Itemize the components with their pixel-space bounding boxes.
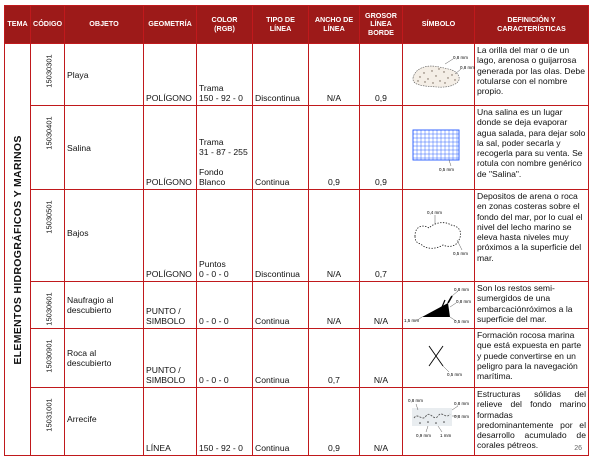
header-codigo: CÓDIGO (31, 6, 65, 44)
symbol-cell (403, 388, 475, 456)
shoal-dotted-icon (405, 202, 473, 268)
definition-text: Estructuras sólidas del relieve del fondo marino formadas predominantemente por el desarrollo acumulado de corales pétreos. (475, 388, 589, 456)
color-cell: Trama 150 - 92 - 0 (197, 44, 253, 106)
line-width-cell: N/A (309, 44, 360, 106)
reef-line-icon (404, 390, 474, 452)
color-cell: Puntos 0 - 0 - 0 (197, 190, 253, 282)
code-text: 15030301 (44, 54, 54, 88)
table-row (5, 329, 589, 388)
object-name: Roca al descubierto (65, 329, 144, 388)
header-color: COLOR (RGB) (197, 6, 253, 44)
line-width-cell: N/A (309, 190, 360, 282)
line-width-cell: N/A (309, 282, 360, 329)
geometry-cell: LÍNEA (144, 388, 197, 456)
table-row (5, 388, 589, 456)
header-geometria: GEOMETRÍA (144, 6, 197, 44)
definition-text: Son los restos semi-sumergidos de una embarcaciónróximos a la superficie del mar. (475, 282, 589, 329)
tema-label: ELEMENTOS HIDROGRÁFICOS Y MARINOS (11, 134, 24, 365)
symbol-catalog-sheet (4, 5, 588, 451)
definition-text: Formación rocosa marina que está expuesta en parte y puede convertirse en un peligro para la navegación marítima. (475, 329, 589, 388)
salt-grid-icon (405, 118, 473, 176)
geometry-cell: POLÍGONO (144, 44, 197, 106)
symbol-label: 0,4 mm (426, 209, 442, 215)
symbol-label: 1 mm (440, 432, 452, 438)
code-cell (31, 329, 65, 388)
header-grosor-borde: GROSOR LÍNEA BORDE (360, 6, 403, 44)
color-cell: 150 - 92 - 0 (197, 388, 253, 456)
color-cell: Trama 31 - 87 - 255 Fondo Blanco (197, 106, 253, 190)
line-type-cell: Continua (253, 106, 309, 190)
rock-cross-icon (405, 332, 473, 382)
symbol-cell (403, 329, 475, 388)
symbol-label: 0,5 mm (452, 250, 468, 256)
table-row (5, 190, 589, 282)
object-name: Arrecife (65, 388, 144, 456)
symbol-label: 0,8 mm (454, 400, 470, 406)
header-tema: TEMA (5, 6, 31, 44)
object-name: Playa (65, 44, 144, 106)
symbol-label: 0,8 mm (452, 54, 468, 60)
symbol-cell (403, 106, 475, 190)
border-width-cell: 0,9 (360, 44, 403, 106)
line-type-cell: Continua (253, 329, 309, 388)
symbol-label: 0,8 mm (454, 413, 470, 419)
table-row (5, 106, 589, 190)
line-type-cell: Continua (253, 282, 309, 329)
symbol-label: 0,5 mm (446, 372, 462, 377)
header-tipo-linea: TIPO DE LÍNEA (253, 6, 309, 44)
code-cell (31, 190, 65, 282)
border-width-cell: N/A (360, 282, 403, 329)
geometry-cell: PUNTO / SIMBOLO (144, 282, 197, 329)
definition-text: La orilla del mar o de un lago, arenosa o guijarrosa generada por las olas. Debe rotularse con el nombre propio. (475, 44, 589, 106)
symbol-label: 0,8 mm (454, 287, 470, 292)
symbol-label: 0,8 mm (456, 299, 472, 304)
line-type-cell: Continua (253, 388, 309, 456)
symbol-cell (403, 282, 475, 329)
symbol-label: 0,8 mm (459, 64, 475, 70)
symbol-label: 0,8 mm (408, 397, 424, 403)
beach-stipple-icon (405, 50, 473, 98)
page-number: 26 (574, 445, 582, 452)
code-cell (31, 44, 65, 106)
definition-text: Depositos de arena o roca en zonas costeras sobre el fondo del mar, por lo cual el nivel del lecho marino se eleva hasta niveles muy próximos a la superficie del mar. (475, 190, 589, 282)
code-cell (31, 282, 65, 329)
line-width-cell: 0,9 (309, 388, 360, 456)
table-row (5, 282, 589, 329)
border-width-cell: 0,7 (360, 190, 403, 282)
geometry-cell: POLÍGONO (144, 190, 197, 282)
table-row (5, 44, 589, 106)
geometry-cell: POLÍGONO (144, 106, 197, 190)
border-width-cell: N/A (360, 329, 403, 388)
symbol-label: 0,5 mm (438, 166, 454, 172)
symbol-cell (403, 44, 475, 106)
line-width-cell: 0,7 (309, 329, 360, 388)
code-text: 15030501 (44, 200, 54, 234)
header-row (5, 6, 589, 44)
border-width-cell: N/A (360, 388, 403, 456)
object-name: Salina (65, 106, 144, 190)
code-cell (31, 388, 65, 456)
code-text: 15030401 (44, 116, 54, 150)
color-cell: 0 - 0 - 0 (197, 282, 253, 329)
code-cell (31, 106, 65, 190)
geometry-cell: PUNTO / SIMBOLO (144, 329, 197, 388)
header-definicion: DEFINICIÓN Y CARACTERÍSTICAS (475, 6, 589, 44)
symbol-cell (403, 190, 475, 282)
color-cell: 0 - 0 - 0 (197, 329, 253, 388)
symbol-label: 1,5 mm (404, 318, 420, 323)
shipwreck-icon (404, 283, 474, 325)
symbol-label: 0,9 mm (416, 432, 432, 438)
code-text: 15030901 (44, 339, 54, 373)
symbol-label: 0,5 mm (454, 319, 470, 324)
code-text: 15030601 (44, 292, 54, 326)
header-simbolo: SÍMBOLO (403, 6, 475, 44)
object-name: Naufragio al descubierto (65, 282, 144, 329)
code-text: 15031001 (44, 398, 54, 432)
header-objeto: OBJETO (65, 6, 144, 44)
object-name: Bajos (65, 190, 144, 282)
line-type-cell: Discontinua (253, 44, 309, 106)
border-width-cell: 0,9 (360, 106, 403, 190)
line-width-cell: 0,9 (309, 106, 360, 190)
header-ancho-linea: ANCHO DE LÍNEA (309, 6, 360, 44)
definition-text: Una salina es un lugar donde se deja evaporar agua salada, para dejar solo la sal, poder secarla y recogerla para su venta. Se rotula con nombre genérico de "Salina". (475, 106, 589, 190)
tema-cell (5, 44, 31, 456)
line-type-cell: Discontinua (253, 190, 309, 282)
symbol-table (4, 5, 589, 456)
